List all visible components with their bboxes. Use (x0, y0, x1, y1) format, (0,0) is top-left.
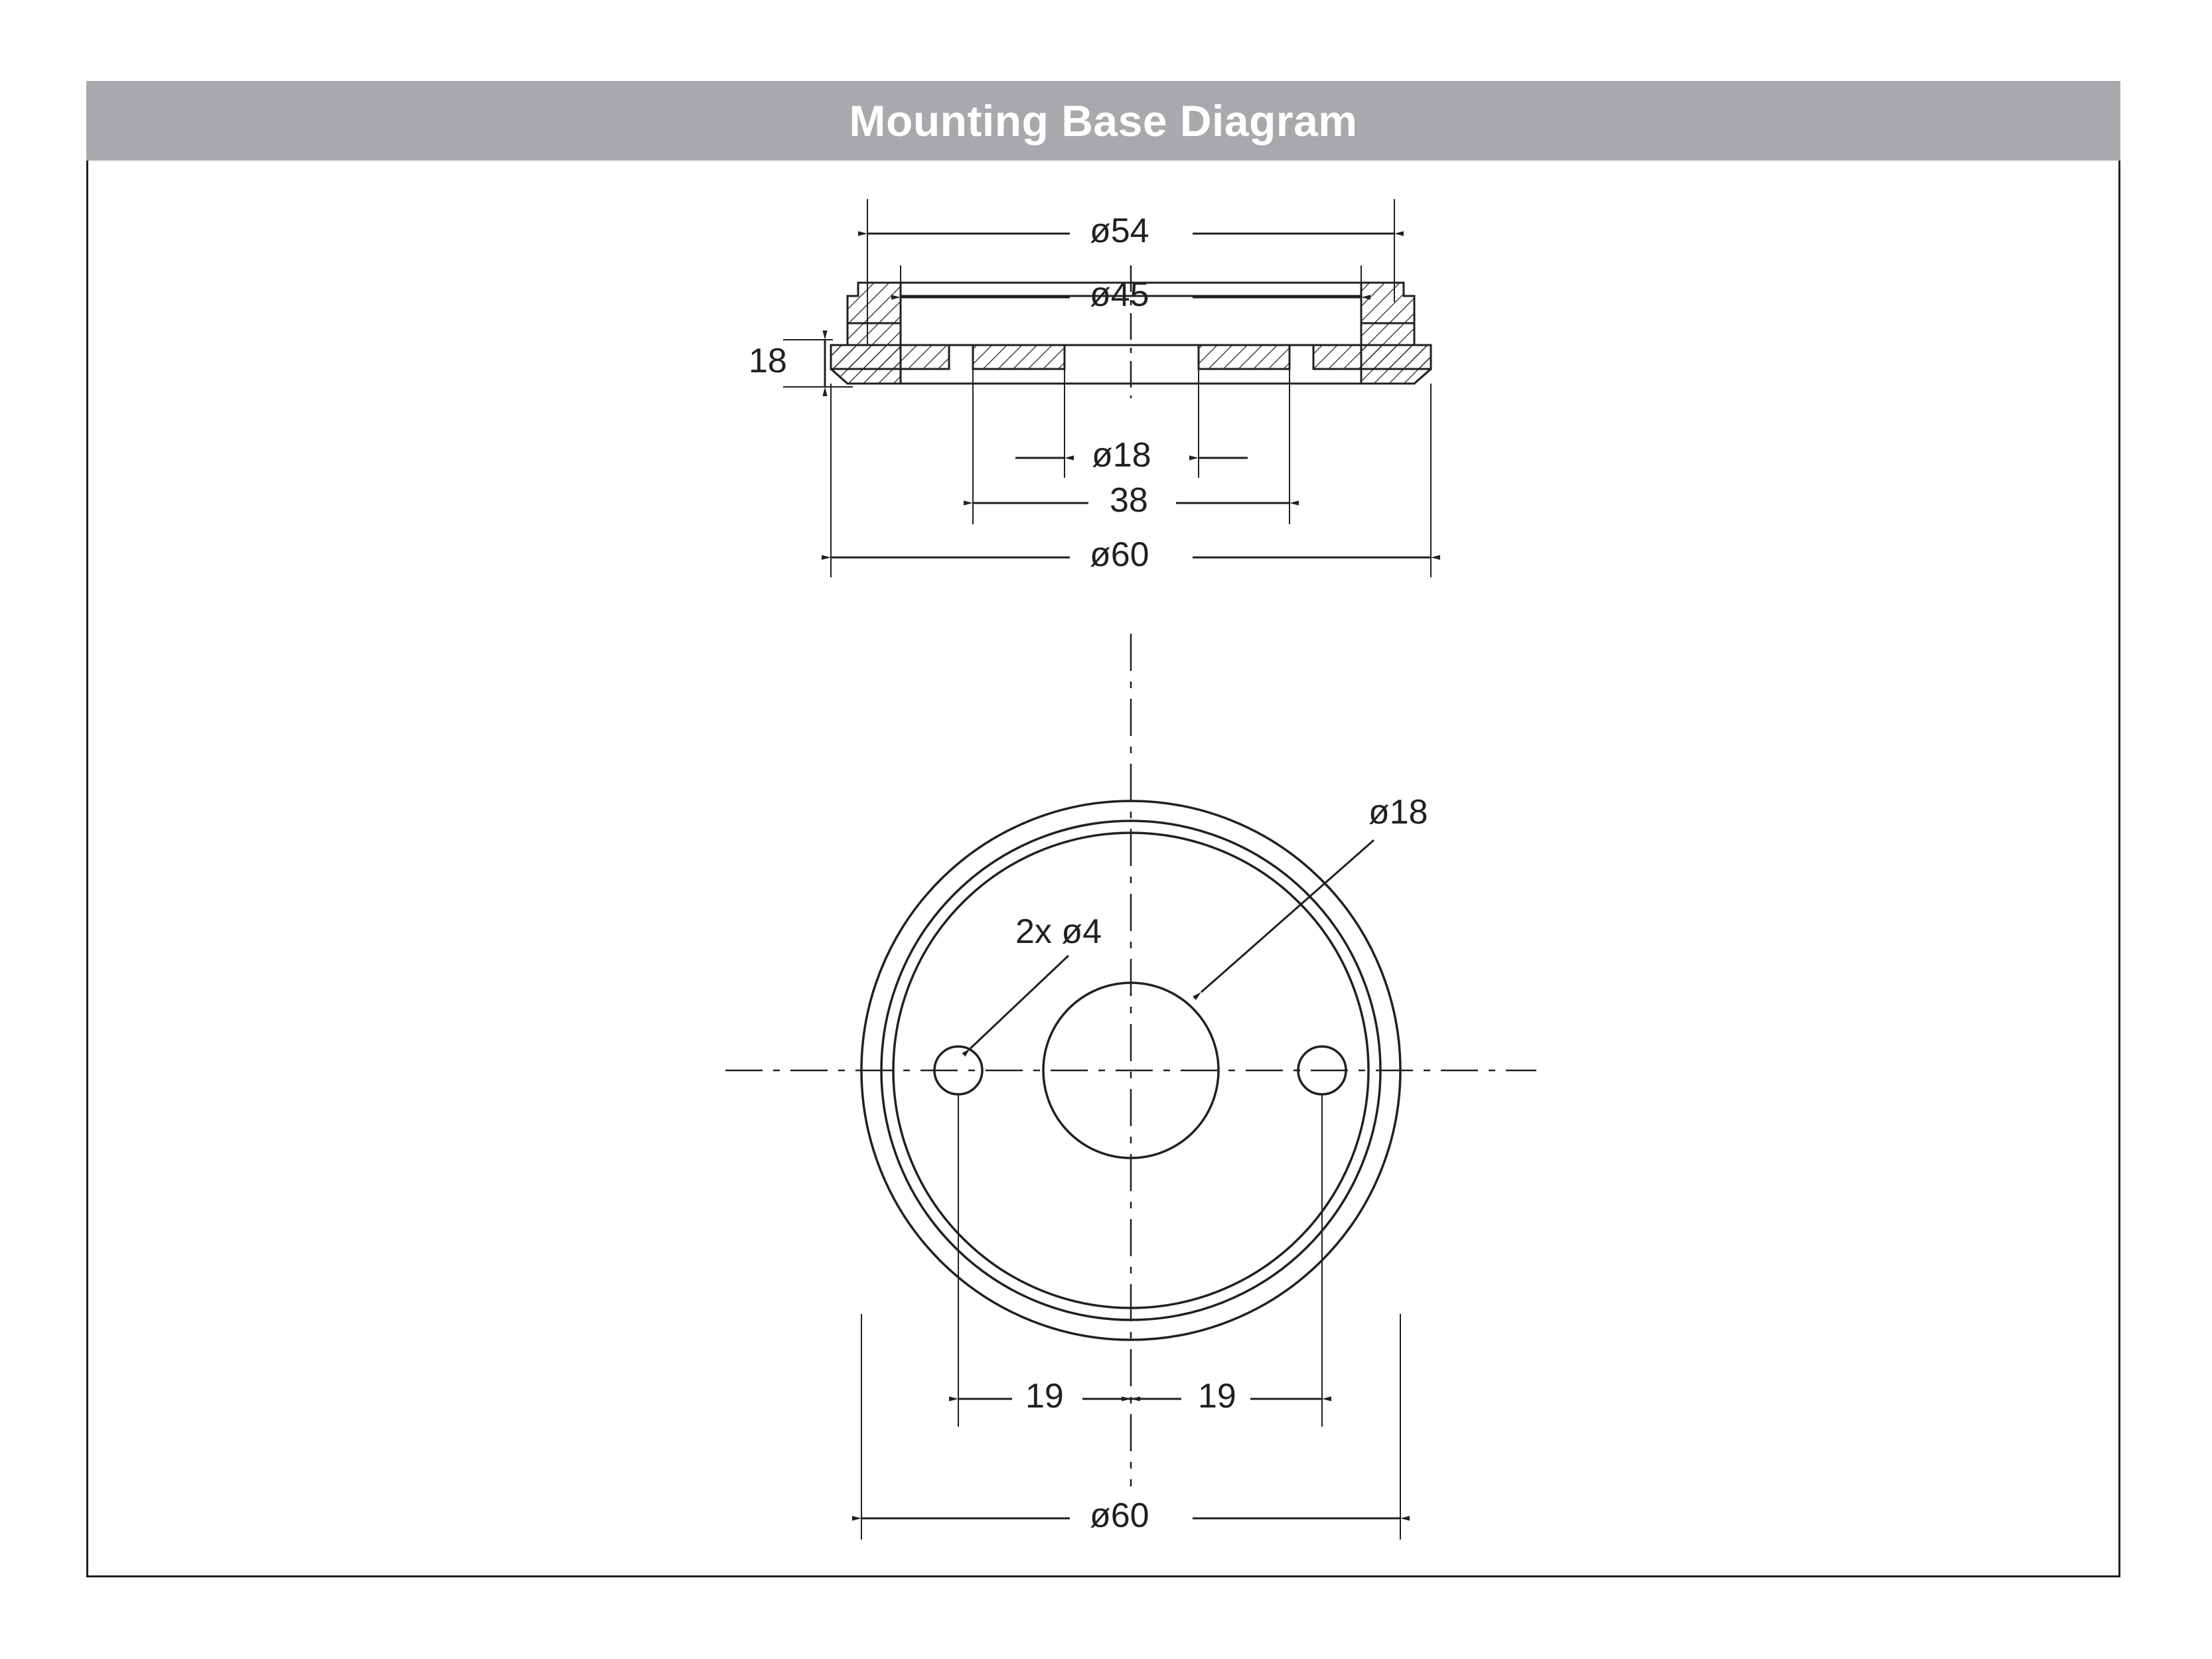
dimension-label-d54: ø54 (1090, 212, 1149, 250)
dimension-label-screw-holes: 2x ø4 (1015, 912, 1102, 951)
dimension-label-19-left: 19 (1025, 1377, 1064, 1415)
plan-view (725, 634, 1536, 1486)
page-title: Mounting Base Diagram (849, 96, 1358, 145)
dimension-label-d60-plan: ø60 (1090, 1496, 1149, 1535)
dimension-label-d45: ø45 (1090, 275, 1149, 314)
dimension-label-19-right: 19 (1198, 1377, 1236, 1415)
dimension-label-height-18: 18 (749, 342, 787, 380)
dimension-label-bore-18: ø18 (1092, 436, 1151, 474)
dimension-label-38: 38 (1110, 481, 1148, 520)
side-view-dimensions (783, 199, 1431, 577)
dimension-label-plan-bore-18: ø18 (1368, 793, 1428, 831)
dimension-label-d60-side: ø60 (1090, 536, 1149, 574)
